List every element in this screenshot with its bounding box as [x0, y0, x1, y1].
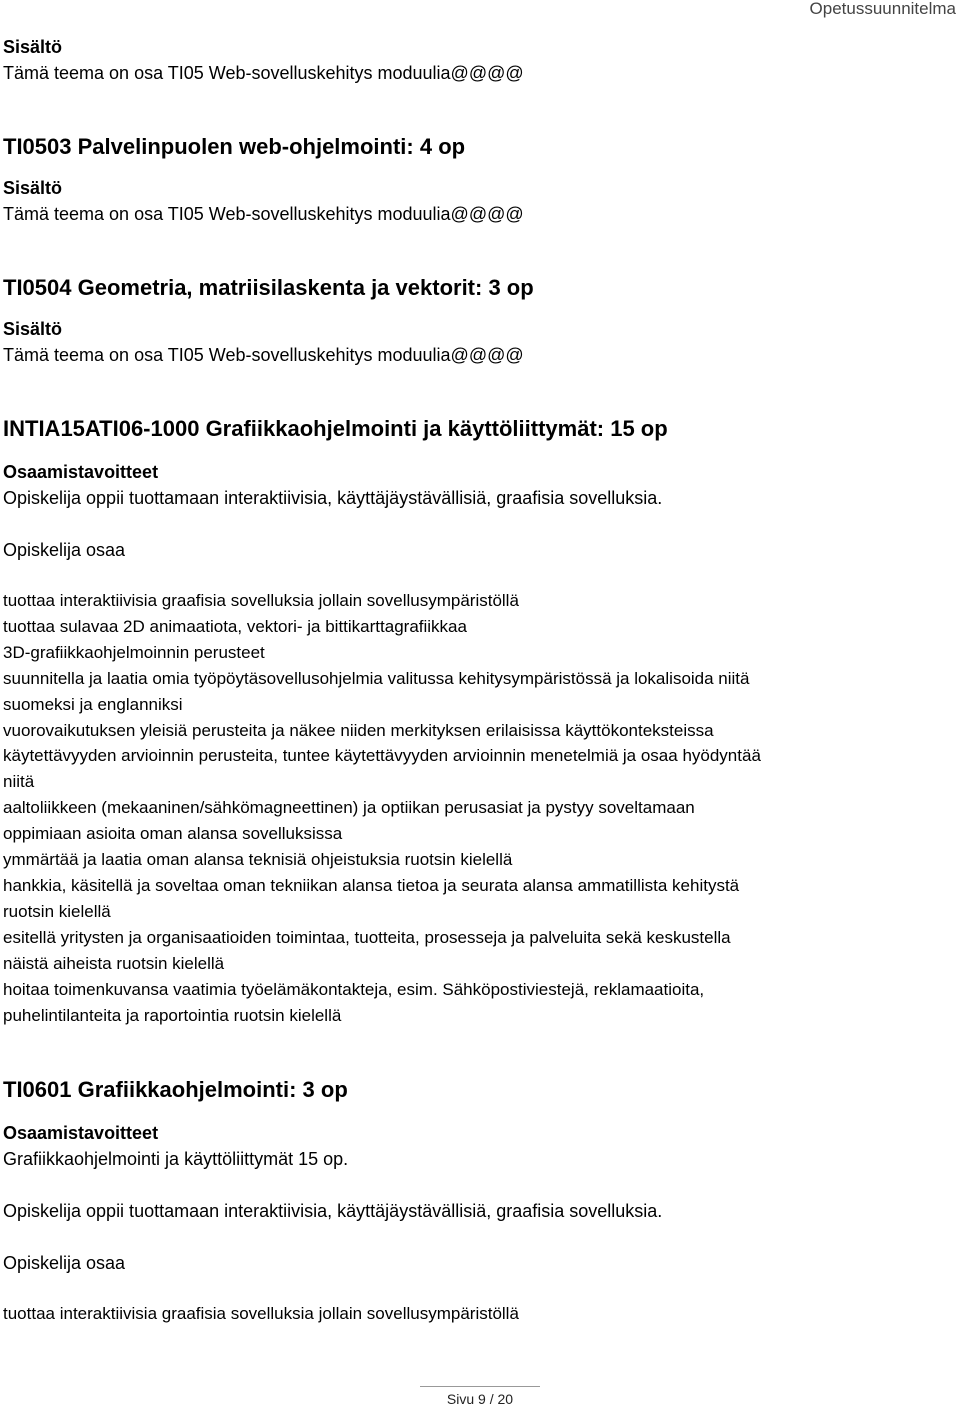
learning-outcomes-list [3, 588, 958, 1028]
section-text: Opiskelija oppii tuottamaan interaktiivisia, käyttäjäystävällisiä, graafisia sovelluksia. [3, 1201, 663, 1222]
list-line: hankkia, käsitellä ja soveltaa oman tekniikan alansa tietoa ja seurata alansa ammatillista kehitystä [3, 875, 740, 895]
section-label-sisalto: Sisältö [3, 37, 63, 57]
list-line: suomeksi ja englanniksi [3, 694, 183, 714]
list-line: niitä [3, 772, 35, 792]
section-text: Tämä teema on osa TI05 Web-sovelluskehitys moduulia@@@@ [3, 204, 524, 224]
list-line: 3D-grafiikkaohjelmoinnin perusteet [3, 642, 265, 662]
course-title-ti0503: TI0503 Palvelinpuolen web-ohjelmointi: 4 op [3, 134, 466, 159]
document-type-label: Opetussuunnitelma [809, 0, 956, 18]
list-line: tuottaa interaktiivisia graafisia sovelluksia jollain sovellusympäristöllä [3, 591, 519, 610]
list-line: vuorovaikutuksen yleisiä perusteita ja näkee niiden merkityksen erilaisissa käyttökonteksteissa [3, 720, 714, 740]
section-label-osaamistavoitteet: Osaamistavoitteet [3, 462, 159, 482]
course-title-intia15ati06: INTIA15ATI06-1000 Grafiikkaohjelmointi ja käyttöliittymät: 15 op [3, 416, 668, 441]
list-line: ruotsin kielellä [3, 901, 111, 921]
list-line: oppimiaan asioita oman alansa sovelluksissa [3, 824, 343, 844]
learning-outcomes-list [3, 1301, 958, 1327]
list-line: ymmärtää ja laatia oman alansa teknisiä ohjeistuksia ruotsin kielellä [3, 850, 513, 870]
list-line: tuottaa interaktiivisia graafisia sovelluksia jollain sovellusympäristöllä [3, 1304, 519, 1324]
section-label-sisalto: Sisältö [3, 319, 63, 339]
section-text: Grafiikkaohjelmointi ja käyttöliittymät 15 op. [3, 1149, 349, 1170]
list-line: käytettävyyden arvioinnin perusteita, tuntee käytettävyyden arvioinnin menetelmiä ja osaa hyödyntää [3, 746, 761, 766]
course-title-ti0504: TI0504 Geometria, matriisilaskenta ja vektorit: 3 op [3, 275, 534, 300]
section-label-sisalto: Sisältö [3, 178, 63, 198]
footer-divider [420, 1386, 540, 1387]
list-line: tuottaa sulavaa 2D animaatiota, vektori- ja bittikarttagrafiikkaa [3, 616, 467, 636]
list-line: näistä aiheista ruotsin kielellä [3, 953, 225, 973]
list-line: aaltoliikkeen (mekaaninen/sähkömagneettinen) ja optiikan perusasiat ja pystyy soveltamaan [3, 798, 695, 818]
section-intro: Opiskelija oppii tuottamaan interaktiivisia, käyttäjäystävällisiä, graafisia sovelluksia. [3, 488, 663, 508]
section-osaa-label: Opiskelija osaa [3, 540, 126, 560]
page-content [3, 34, 958, 1327]
section-label-osaamistavoitteet: Osaamistavoitteet [3, 1123, 159, 1144]
list-line: esitellä yritysten ja organisaatioiden toimintaa, tuotteita, prosesseja ja palveluita sekä keskustella [3, 927, 731, 947]
page-number: Sivu 9 / 20 [446, 1391, 514, 1407]
course-title-ti0601: TI0601 Grafiikkaohjelmointi: 3 op [3, 1077, 348, 1103]
list-line: hoitaa toimenkuvansa vaatimia työelämäkontakteja, esim. Sähköpostiviestejä, reklamaatioita, [3, 979, 705, 999]
section-text: Tämä teema on osa TI05 Web-sovelluskehitys moduulia@@@@ [3, 63, 524, 83]
section-text: Tämä teema on osa TI05 Web-sovelluskehitys moduulia@@@@ [3, 345, 524, 365]
list-line: puhelintilanteita ja raportointia ruotsin kielellä [3, 1005, 342, 1025]
list-line: suunnitella ja laatia omia työpöytäsovellusohjelmia valitussa kehitysympäristössä ja lokalisoida niitä [3, 668, 750, 688]
section-osaa-label: Opiskelija osaa [3, 1253, 126, 1274]
